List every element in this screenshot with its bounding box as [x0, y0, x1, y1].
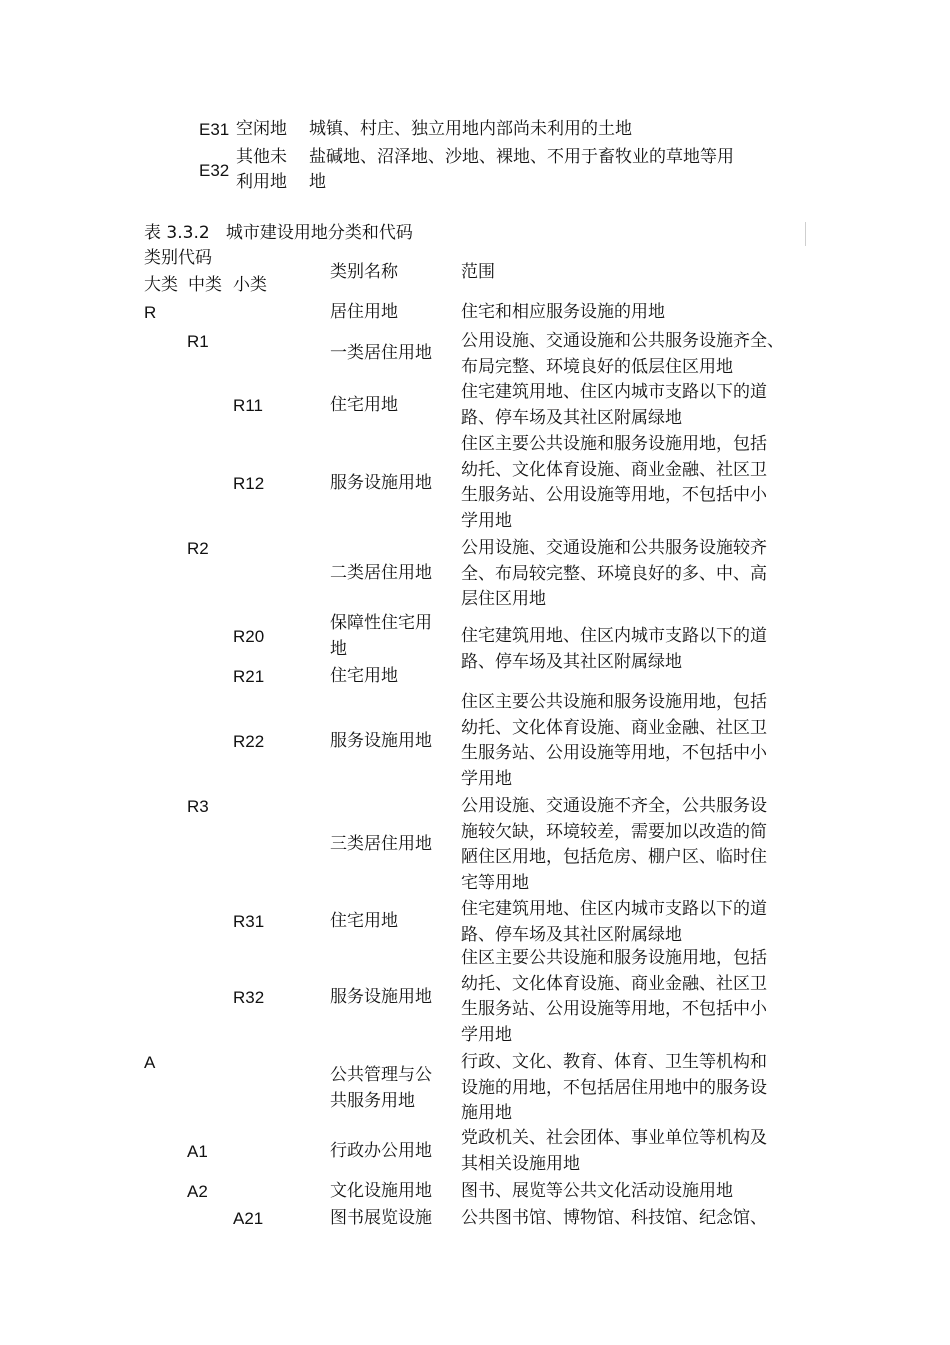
category-name: 住宅用地: [330, 911, 398, 931]
header-minor: 小类: [233, 275, 267, 295]
category-name: 服务设施用地: [330, 987, 432, 1007]
scope-text: 公用设施、交通设施和公共服务设施较齐: [461, 538, 767, 558]
scope-text: 生服务站、公用设施等用地，不包括中小: [461, 743, 767, 763]
category-name: 住宅用地: [330, 666, 398, 686]
scope-text: 其相关设施用地: [461, 1153, 580, 1174]
scope-text: 住宅建筑用地、住区内城市支路以下的道: [461, 626, 767, 646]
category-name: 共服务用地: [330, 1090, 415, 1111]
scope-text: 生服务站、公用设施等用地，不包括中小: [461, 999, 767, 1019]
code-minor: R20: [233, 627, 265, 646]
code-minor: R31: [233, 912, 265, 931]
scope-text: 全、布局较完整、环境良好的多、中、高: [461, 563, 767, 584]
scope-e31: 城镇、村庄、独立用地内部尚未利用的土地: [309, 119, 632, 139]
scope-text: 陋住区用地，包括危房、棚户区、临时住: [461, 847, 767, 867]
code-major: R: [144, 303, 157, 322]
margin-rule: [805, 222, 806, 246]
scope-text: 住宅建筑用地、住区内城市支路以下的道: [461, 382, 767, 402]
scope-text: 施较欠缺，环境较差，需要加以改造的简: [461, 821, 767, 842]
code-minor: R22: [233, 732, 265, 751]
code-medium: R2: [187, 539, 209, 558]
code-medium: A1: [187, 1142, 208, 1161]
scope-text: 路、停车场及其社区附属绿地: [461, 924, 682, 945]
code-medium: R1: [187, 332, 209, 351]
scope-text: 层住区用地: [461, 589, 546, 609]
code-medium: A2: [187, 1182, 208, 1201]
category-name: 文化设施用地: [330, 1181, 432, 1201]
name-e32-line1: 其他未: [236, 147, 287, 167]
scope-text: 住宅建筑用地、住区内城市支路以下的道: [461, 899, 767, 919]
code-e32: E32: [199, 161, 230, 180]
code-minor: R21: [233, 667, 265, 686]
scope-text: 幼托、文化体育设施、商业金融、社区卫: [461, 973, 767, 994]
scope-text: 布局完整、环境良好的低层住区用地: [461, 356, 733, 377]
header-scope: 范围: [461, 262, 495, 282]
scope-text: 学用地: [461, 1024, 512, 1045]
scope-text: 施用地: [461, 1103, 512, 1123]
table-caption: 表 3.3.2 城市建设用地分类和代码: [144, 223, 413, 243]
header-medium: 中类: [188, 275, 222, 295]
scope-text: 党政机关、社会团体、事业单位等机构及: [461, 1128, 767, 1148]
category-name: 公共管理与公: [330, 1065, 432, 1085]
category-name: 地: [330, 638, 347, 659]
scope-text: 幼托、文化体育设施、商业金融、社区卫: [461, 717, 767, 738]
header-major: 大类: [144, 275, 178, 295]
category-name: 服务设施用地: [330, 731, 432, 751]
scope-text: 公用设施、交通设施不齐全，公共服务设: [461, 796, 767, 816]
scope-text: 幼托、文化体育设施、商业金融、社区卫: [461, 459, 767, 480]
scope-text: 设施的用地，不包括居住用地中的服务设: [461, 1077, 767, 1098]
scope-text: 生服务站、公用设施等用地，不包括中小: [461, 485, 767, 505]
code-medium: R3: [187, 797, 209, 816]
scope-text: 图书、展览等公共文化活动设施用地: [461, 1181, 733, 1201]
category-name: 图书展览设施: [330, 1208, 432, 1228]
scope-text: 学用地: [461, 768, 512, 789]
header-code-group: 类别代码: [144, 248, 212, 268]
category-name: 住宅用地: [330, 395, 398, 415]
category-name: 服务设施用地: [330, 473, 432, 493]
code-minor: R32: [233, 988, 265, 1007]
name-e32-line2: 利用地: [236, 172, 287, 192]
scope-text: 住宅和相应服务设施的用地: [461, 302, 665, 322]
scope-text: 住区主要公共设施和服务设施用地，包括: [461, 692, 767, 712]
scope-text: 公共图书馆、博物馆、科技馆、纪念馆、: [461, 1208, 767, 1228]
code-minor: R11: [233, 396, 263, 415]
category-name: 一类居住用地: [330, 343, 432, 363]
scope-e32-line2: 地: [309, 172, 326, 192]
code-minor: A21: [233, 1209, 264, 1228]
scope-e32-line1: 盐碱地、沼泽地、沙地、裸地、不用于畜牧业的草地等用: [309, 147, 734, 167]
scope-text: 路、停车场及其社区附属绿地: [461, 407, 682, 428]
scope-text: 宅等用地: [461, 872, 529, 893]
category-name: 二类居住用地: [330, 563, 432, 583]
category-name: 三类居住用地: [330, 834, 432, 854]
header-name: 类别名称: [330, 262, 398, 282]
scope-text: 路、停车场及其社区附属绿地: [461, 651, 682, 672]
scope-text: 公用设施、交通设施和公共服务设施齐全、: [461, 331, 784, 351]
category-name: 保障性住宅用: [330, 613, 432, 633]
scope-text: 住区主要公共设施和服务设施用地，包括: [461, 434, 767, 454]
code-major: A: [144, 1053, 156, 1072]
code-e31: E31: [199, 120, 230, 139]
name-e31: 空闲地: [236, 119, 287, 139]
scope-text: 住区主要公共设施和服务设施用地，包括: [461, 948, 767, 968]
code-minor: R12: [233, 474, 265, 493]
category-name: 行政办公用地: [330, 1141, 432, 1161]
scope-text: 行政、文化、教育、体育、卫生等机构和: [461, 1052, 767, 1072]
scope-text: 学用地: [461, 510, 512, 531]
category-name: 居住用地: [330, 302, 398, 322]
